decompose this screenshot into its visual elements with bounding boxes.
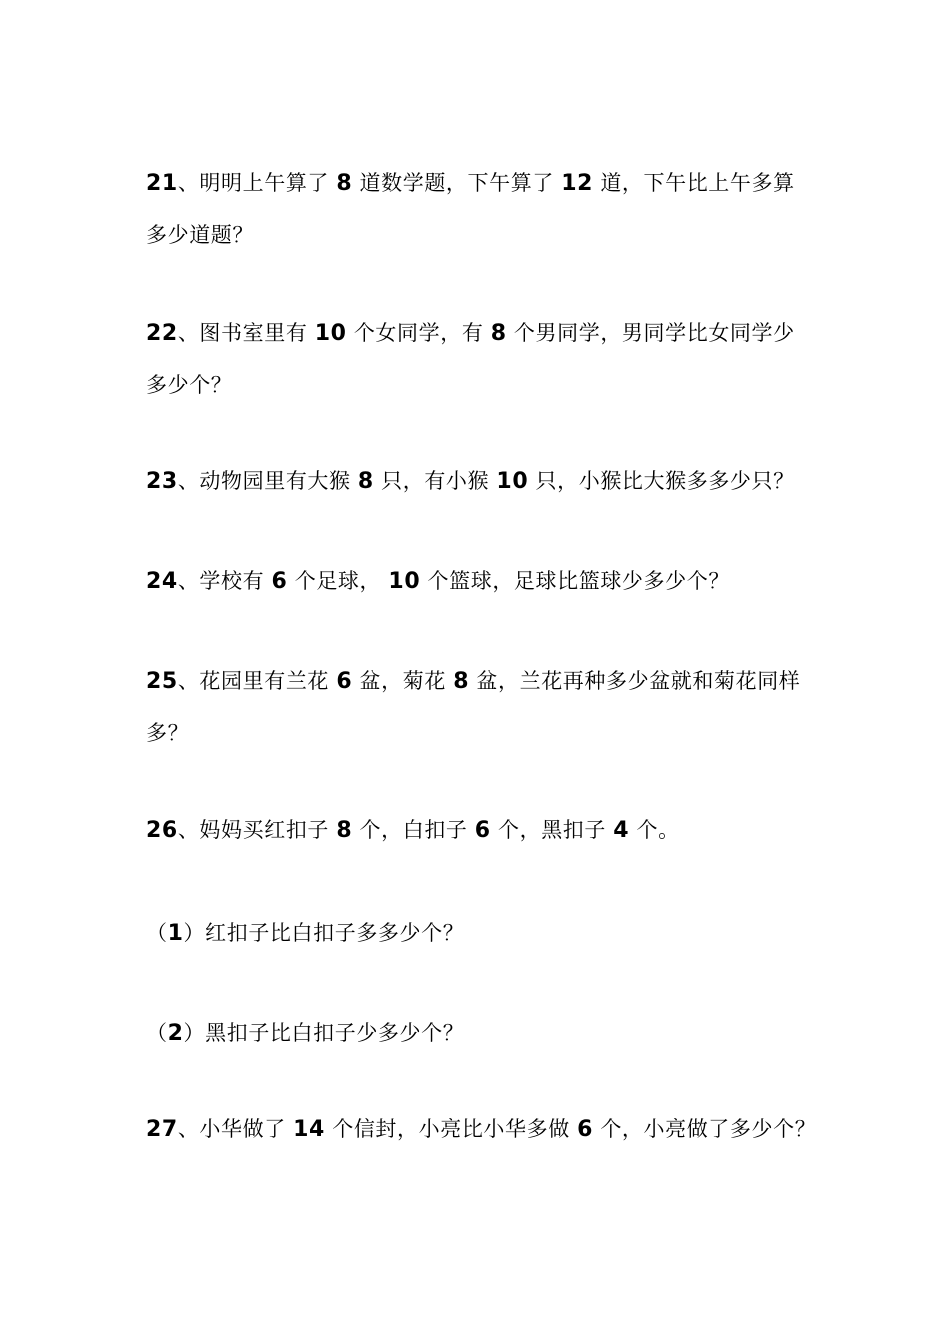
- sub-question-paren: （: [146, 1021, 168, 1045]
- problem-text: 、学校有: [177, 569, 265, 593]
- problem-text: 、妈妈买红扣子: [177, 818, 330, 842]
- problem-number: 25: [146, 669, 178, 694]
- problem-text: 多少道题？: [146, 223, 254, 247]
- sub-question-text: ）红扣子比白扣子多多少个？: [183, 921, 465, 945]
- problem-text: 个男同学，男同学比女同学少: [513, 321, 795, 345]
- problem-value: 10: [314, 321, 347, 346]
- problem-number: 22: [146, 321, 178, 346]
- problem-25-line-1: [146, 666, 826, 697]
- problem-text: 个女同学，有: [353, 321, 484, 345]
- problem-text: 、小华做了: [177, 1117, 286, 1141]
- problem-number: 21: [146, 171, 178, 196]
- problem-text: 个足球，: [294, 569, 382, 593]
- problem-26-sub-1: [146, 918, 826, 949]
- problem-text: 多少个？: [146, 373, 233, 397]
- problem-number: 23: [146, 469, 178, 494]
- problem-text: 、花园里有兰花: [177, 669, 330, 693]
- sub-question-number: 2: [167, 1021, 184, 1046]
- problem-value: 14: [293, 1117, 325, 1142]
- problem-value: 10: [496, 469, 529, 494]
- problem-text: 个信封，小亮比小华多做: [332, 1117, 570, 1141]
- problem-22-line-1: [146, 318, 826, 349]
- problem-value: 8: [490, 321, 507, 346]
- problem-25-line-2: [146, 718, 826, 748]
- problem-value: 8: [336, 171, 353, 196]
- problem-text: 盆，菊花: [359, 669, 446, 693]
- problem-21-line-2: [146, 220, 826, 250]
- problem-26-sub-2: [146, 1018, 826, 1049]
- problem-21-line-1: [146, 168, 826, 199]
- sub-question-paren: （: [146, 921, 168, 945]
- problem-value: 8: [336, 818, 353, 843]
- problem-text: 、动物园里有大猴: [177, 469, 351, 493]
- problem-number: 24: [146, 569, 178, 594]
- problem-26-line-1: [146, 815, 826, 846]
- problem-text: 只，小猴比大猴多多少只？: [535, 469, 795, 493]
- problem-text: 个篮球，足球比篮球少多少个？: [427, 569, 730, 593]
- problem-text: 盆，兰花再种多少盆就和菊花同样: [476, 669, 801, 693]
- problem-value: 4: [613, 818, 630, 843]
- problem-text: 多？: [146, 721, 190, 745]
- problem-value: 6: [577, 1117, 594, 1142]
- problem-27-line-1: [146, 1114, 826, 1145]
- problem-22-line-2: [146, 370, 826, 400]
- problem-text: 个，小亮做了多少个？: [600, 1117, 817, 1141]
- problem-text: 、明明上午算了: [177, 171, 330, 195]
- problem-value: 6: [474, 818, 491, 843]
- problem-text: 个，黑扣子: [498, 818, 606, 842]
- problem-value: 6: [336, 669, 353, 694]
- problem-value: 6: [271, 569, 288, 594]
- problem-23-line-1: [146, 466, 826, 497]
- problem-text: 道数学题，下午算了: [359, 171, 554, 195]
- problem-text: 道，下午比上午多算: [600, 171, 795, 195]
- problem-number: 26: [146, 818, 178, 843]
- problem-text: 、图书室里有: [177, 321, 308, 345]
- problem-value: 10: [388, 569, 421, 594]
- problem-value: 8: [357, 469, 374, 494]
- problem-text: 个。: [636, 818, 680, 842]
- problem-24-line-1: [146, 566, 826, 597]
- problem-text: 个，白扣子: [359, 818, 468, 842]
- problem-number: 27: [146, 1117, 178, 1142]
- sub-question-text: ）黑扣子比白扣子少多少个？: [183, 1021, 465, 1045]
- sub-question-number: 1: [167, 921, 184, 946]
- problem-value: 12: [561, 171, 594, 196]
- problem-value: 8: [453, 669, 470, 694]
- problem-text: 只，有小猴: [381, 469, 490, 493]
